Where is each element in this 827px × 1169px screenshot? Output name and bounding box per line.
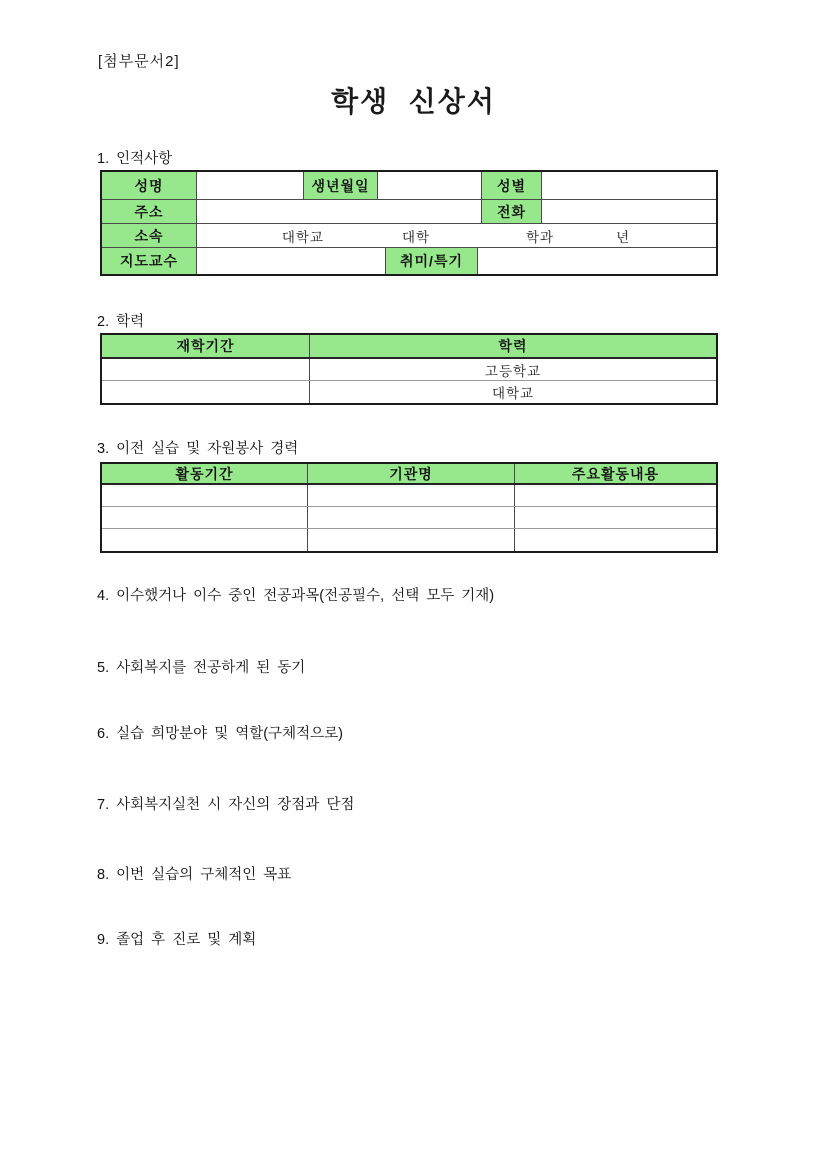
experience-activity-input-cell-2[interactable] <box>515 507 716 528</box>
gender-label-cell: 성별 <box>482 172 542 199</box>
experience-period-input-cell-1[interactable] <box>102 485 308 506</box>
enrollment-period-header-cell: 재학기간 <box>102 335 310 357</box>
section-heading-6: 6. 실습 희망분야 및 역할(구체적으로) <box>97 726 343 742</box>
section-heading-9: 9. 졸업 후 진로 및 계획 <box>97 932 257 948</box>
education-header-cell: 학력 <box>310 335 716 357</box>
affiliation-label-cell: 소속 <box>102 224 197 247</box>
phone-input-cell[interactable] <box>542 200 716 223</box>
university-period-input-cell[interactable] <box>102 381 310 403</box>
section-heading-2: 2. 학력 <box>97 314 145 330</box>
birthdate-input-cell[interactable] <box>378 172 482 199</box>
university-suffix-label-2: 대학교 <box>491 386 535 401</box>
experience-table <box>100 462 718 553</box>
section-heading-8: 8. 이번 실습의 구체적인 목표 <box>97 867 292 883</box>
section-heading-7: 7. 사회복지실천 시 자신의 장점과 단점 <box>97 797 355 813</box>
highschool-suffix-label: 고등학교 <box>484 363 542 379</box>
hobby-input-cell[interactable] <box>478 248 716 274</box>
department-suffix-label: 학과 <box>526 229 555 245</box>
address-input-cell[interactable] <box>197 200 482 223</box>
experience-period-input-cell-2[interactable] <box>102 507 308 528</box>
organization-header-cell: 기관명 <box>308 464 515 483</box>
phone-label-cell: 전화 <box>482 200 542 223</box>
experience-activity-input-cell-3[interactable] <box>515 529 716 551</box>
advisor-input-cell[interactable] <box>197 248 386 274</box>
experience-organization-input-cell-3[interactable] <box>308 529 515 551</box>
experience-organization-input-cell-1[interactable] <box>308 485 515 506</box>
attachment-label: [첨부문서2] <box>98 53 180 70</box>
highschool-period-input-cell[interactable] <box>102 359 310 380</box>
name-input-cell[interactable] <box>197 172 304 199</box>
address-label-cell: 주소 <box>102 200 197 223</box>
education-table <box>100 333 718 405</box>
section-heading-5: 5. 사회복지를 전공하게 된 동기 <box>97 660 306 676</box>
university-suffix-label: 대학교 <box>281 229 324 245</box>
page-title: 학생 신상서 <box>331 86 496 117</box>
personal-info-table <box>100 170 718 276</box>
highschool-name-cell[interactable] <box>310 359 716 380</box>
experience-period-input-cell-3[interactable] <box>102 529 308 551</box>
personal-info-row-2 <box>102 200 716 224</box>
experience-activity-input-cell-1[interactable] <box>515 485 716 506</box>
birthdate-label-cell: 생년월일 <box>304 172 378 199</box>
year-suffix-label: 년 <box>616 229 631 245</box>
section-heading-4: 4. 이수했거나 이수 중인 전공과목(전공필수, 선택 모두 기재) <box>97 588 495 604</box>
gender-input-cell[interactable] <box>542 172 716 199</box>
experience-row-1 <box>102 485 716 507</box>
education-row-university <box>102 381 716 403</box>
advisor-label-cell: 지도교수 <box>102 248 197 274</box>
section-heading-3: 3. 이전 실습 및 자원봉사 경력 <box>97 441 299 457</box>
activity-period-header-cell: 활동기간 <box>102 464 308 483</box>
personal-info-row-4 <box>102 248 716 274</box>
section-heading-1: 1. 인적사항 <box>97 151 173 167</box>
affiliation-input-cell[interactable] <box>197 224 716 247</box>
hobby-label-cell: 취미/특기 <box>386 248 478 274</box>
main-activity-header-cell: 주요활동내용 <box>515 464 716 483</box>
personal-info-row-3 <box>102 224 716 248</box>
experience-header-row <box>102 464 716 485</box>
experience-row-2 <box>102 507 716 529</box>
university-name-cell[interactable] <box>310 381 716 403</box>
college-suffix-label: 대학 <box>401 229 431 245</box>
experience-organization-input-cell-2[interactable] <box>308 507 515 528</box>
name-label-cell: 성명 <box>102 172 197 199</box>
personal-info-row-1 <box>102 172 716 200</box>
experience-row-3 <box>102 529 716 551</box>
education-header-row <box>102 335 716 359</box>
education-row-highschool <box>102 359 716 381</box>
